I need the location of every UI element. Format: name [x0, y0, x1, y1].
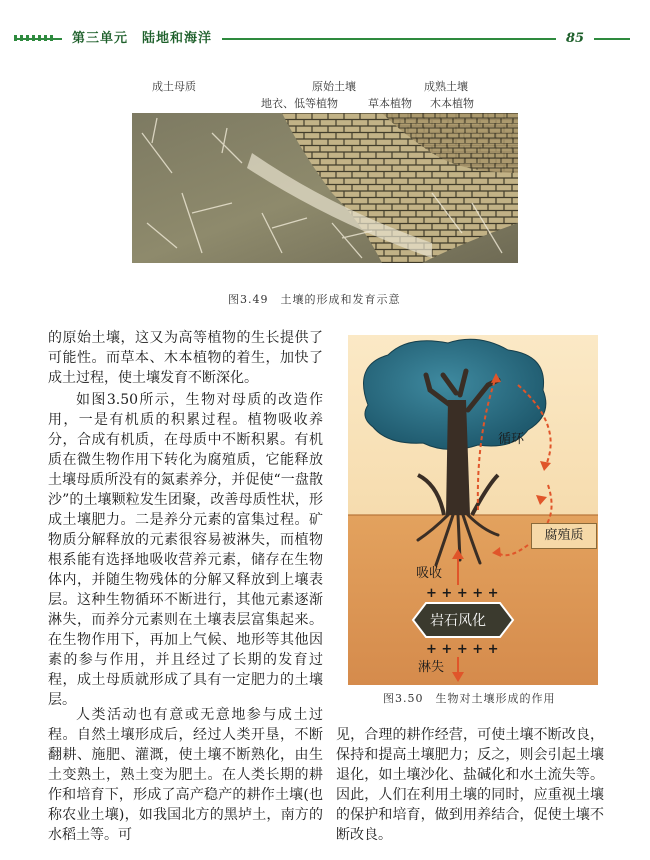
- humus-label: 腐殖质: [531, 523, 597, 549]
- paragraph-4: 见，合理的耕作经营，可使土壤不断改良，保持和提高土壤肥力；反之，则会引起土壤退化，如土壤沙化、盐碱化和水土流失等。因此，人们在利用土壤的同时，应重视土壤的保护和培育，做到用养结合，促使土壤不断改良。: [336, 727, 604, 843]
- plus-row-bottom: + + + + +: [426, 642, 499, 657]
- cycle-label: 循环: [498, 432, 525, 447]
- figure-350-caption: 图3.50 生物对土壤形成的作用: [383, 692, 556, 705]
- soil-formation-photo: [132, 113, 518, 263]
- page-number: 85: [556, 28, 594, 50]
- label-parent-material: 成土母质: [152, 80, 196, 93]
- tree-trunk: [446, 400, 470, 515]
- page-header: [0, 14, 650, 54]
- label-primitive-soil: 原始土壤: [312, 80, 356, 93]
- figure-349-caption: 图3.49 土壤的形成和发育示意: [228, 293, 401, 306]
- label-lichen-plants: 地衣、低等植物: [261, 97, 338, 110]
- section-title: 第三单元 陆地和海洋: [62, 28, 222, 50]
- leaching-label: 淋失: [418, 660, 445, 675]
- absorb-label: 吸收: [416, 566, 443, 581]
- plus-row-top: + + + + +: [426, 586, 499, 601]
- header-dots: [14, 35, 54, 41]
- label-mature-soil: 成熟土壤: [424, 80, 468, 93]
- paragraph-1: 的原始土壤，这又为高等植物的生长提供了可能性。而草本、木本植物的着生，加快了成土过程，使土壤发育不断深化。: [48, 330, 323, 386]
- label-herbaceous: 草本植物: [368, 97, 412, 110]
- paragraph-3: 人类活动也有意或无意地参与成土过程。自然土壤形成后，经过人类开垦，不断翻耕、施肥、灌溉，使土壤不断熟化，由生土变熟土，熟土变为肥土。在人类长期的耕作和培育下，形成了高产稳产的耕作土壤(也称农业土壤)，如我国北方的黑垆土，南方的水稻土等。可: [48, 707, 323, 843]
- paragraph-2: 如图3.50所示，生物对母质的改造作用，一是有机质的积累过程。植物吸收养分，合成有机质，在母质中不断积累。有机质在微生物作用下转化为腐殖质，它能释放土壤母质所没有的氮素养分，并促使“一盘散沙”的土壤颗粒发生团聚，改善母质性状，形成土壤肥力。二是养分元素的富集过程。矿物质分解释放的元素很容易被淋失，而植物根系能有选择地吸收营养元素，储存在生物体内，并随生物残体的分解又释放到上壤表层。这种生物循环不断进行，其他元素逐渐淋失，而养分元素则在土壤表层富集起来。在生物作用下，再加上气候、地形等其他因素的参与作用，并且经过了长期的发育过程，成土母质就形成了具有一定肥力的土壤层。: [48, 392, 323, 708]
- label-woody: 木本植物: [430, 97, 474, 110]
- weathering-label: 岩石风化: [430, 613, 486, 629]
- biology-soil-diagram: [348, 335, 598, 685]
